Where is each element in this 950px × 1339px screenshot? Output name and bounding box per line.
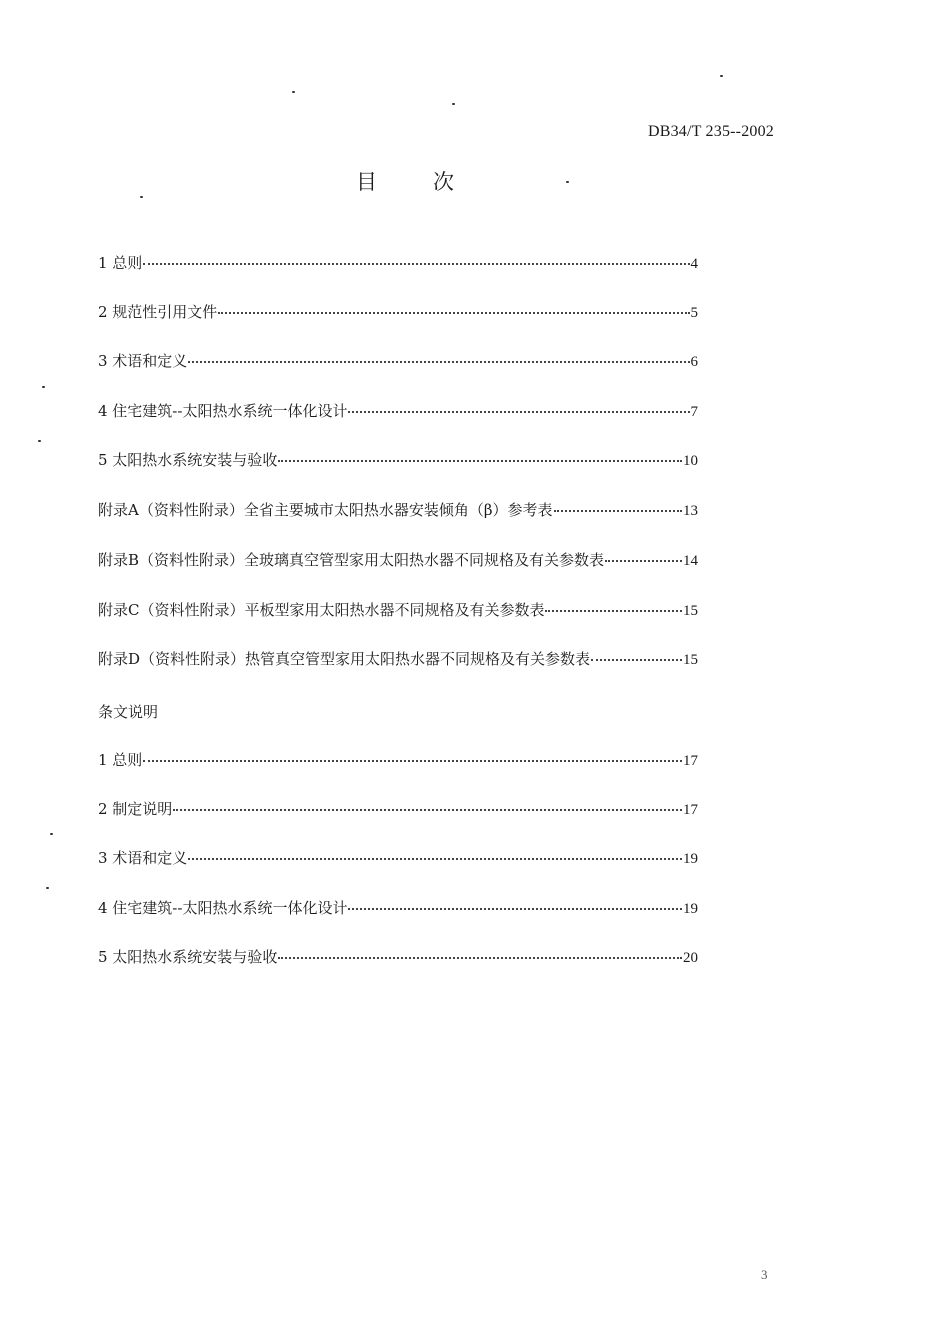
toc-entry-page: 5	[690, 305, 698, 321]
toc-entry[interactable]	[98, 301, 698, 327]
scan-speck	[566, 181, 569, 183]
toc-entry-label: 4 住宅建筑--太阳热水系统一体化设计	[98, 402, 348, 420]
scan-speck	[292, 91, 295, 93]
page-number: 3	[761, 1267, 768, 1282]
toc-entry-label: 2 规范性引用文件	[98, 303, 218, 321]
toc-entry-label: 附录B（资料性附录）全玻璃真空管型家用太阳热水器不同规格及有关参数表	[98, 551, 605, 569]
scan-speck	[720, 75, 723, 77]
toc-entry-label: 1 总则	[98, 751, 143, 769]
toc-entry-page: 19	[683, 851, 698, 867]
toc-entry-label: 2 制定说明	[98, 800, 173, 818]
toc-entry-page: 15	[683, 603, 698, 619]
dot-leader	[173, 808, 682, 811]
toc-entry-page: 17	[683, 753, 698, 769]
toc-entry[interactable]	[98, 897, 698, 923]
toc-entry-page: 17	[683, 802, 698, 818]
toc-entry[interactable]	[98, 400, 698, 426]
toc-entry-page: 20	[683, 950, 698, 966]
dot-leader	[605, 559, 682, 562]
dot-leader	[278, 956, 682, 959]
toc-entry-label: 3 术语和定义	[98, 849, 188, 867]
scan-speck	[50, 833, 53, 835]
toc-entry-page: 15	[683, 652, 698, 668]
toc-entry[interactable]	[98, 648, 698, 674]
dot-leader	[143, 759, 682, 762]
explanation-heading: 条文说明	[98, 703, 159, 721]
toc-entry-page: 10	[683, 453, 698, 469]
toc-entry-label: 附录C（资料性附录）平板型家用太阳热水器不同规格及有关参数表	[98, 601, 545, 619]
toc-entry-label: 1 总则	[98, 254, 143, 272]
dot-leader	[554, 509, 682, 512]
scan-speck	[42, 386, 45, 388]
toc-entry[interactable]	[98, 599, 698, 625]
toc-entry[interactable]	[98, 350, 698, 376]
toc-entry-page: 19	[683, 901, 698, 917]
toc-entry-label: 附录A（资料性附录）全省主要城市太阳热水器安装倾角（β）参考表	[98, 501, 553, 519]
dot-leader	[348, 907, 682, 910]
dot-leader	[591, 658, 682, 661]
toc-entry[interactable]	[98, 549, 698, 575]
scan-speck	[452, 103, 455, 105]
dot-leader	[188, 857, 682, 860]
scan-speck	[140, 196, 143, 198]
dot-leader	[218, 311, 689, 314]
toc-entry-page: 4	[690, 256, 698, 272]
toc-entry-label: 3 术语和定义	[98, 352, 188, 370]
page-title: 目次	[356, 170, 510, 194]
scan-speck	[38, 440, 41, 442]
toc-entry-label: 附录D（资料性附录）热管真空管型家用太阳热水器不同规格及有关参数表	[98, 650, 591, 668]
toc-entry-page: 13	[683, 503, 698, 519]
dot-leader	[278, 459, 682, 462]
toc-entry-label: 5 太阳热水系统安装与验收	[98, 948, 278, 966]
toc-entry-page: 6	[690, 354, 698, 370]
dot-leader	[348, 410, 689, 413]
toc-entry[interactable]	[98, 946, 698, 972]
toc-entry[interactable]	[98, 449, 698, 475]
toc-entry-page: 14	[683, 553, 698, 569]
dot-leader	[545, 609, 682, 612]
toc-entry[interactable]	[98, 749, 698, 775]
toc-entry[interactable]	[98, 499, 698, 525]
document-code: DB34/T 235--2002	[647, 123, 774, 140]
toc-entry[interactable]	[98, 847, 698, 873]
dot-leader	[188, 360, 689, 363]
toc-entry-label: 5 太阳热水系统安装与验收	[98, 451, 278, 469]
toc-entry[interactable]	[98, 252, 698, 278]
toc-entry[interactable]	[98, 798, 698, 824]
dot-leader	[143, 262, 689, 265]
toc-entry-label: 4 住宅建筑--太阳热水系统一体化设计	[98, 899, 348, 917]
toc-entry-page: 7	[690, 404, 698, 420]
scan-speck	[46, 887, 49, 889]
